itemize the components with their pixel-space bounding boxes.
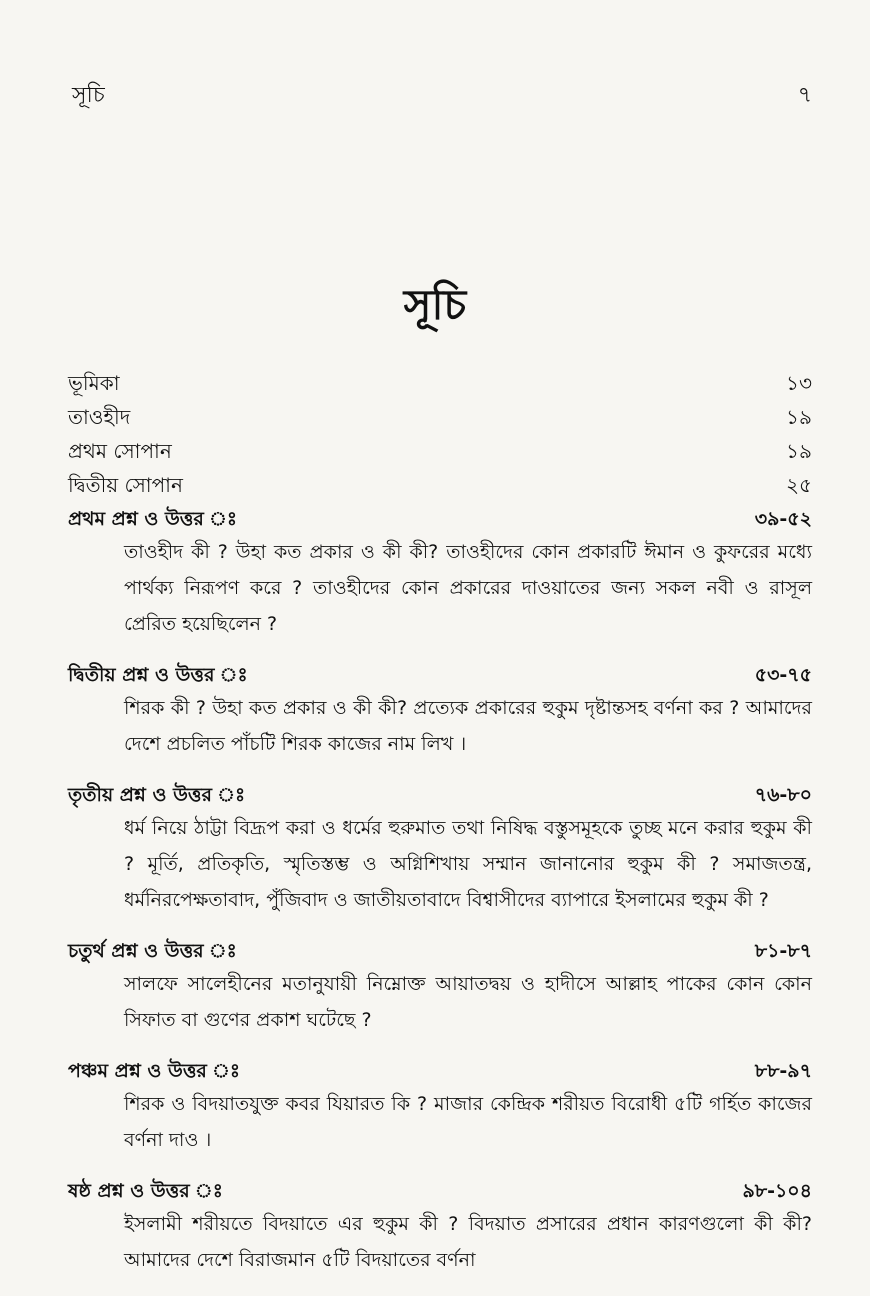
page-title: সূচি <box>403 280 467 329</box>
section-pages: ৩৯-৫২ <box>754 508 812 530</box>
intro-entries <box>68 366 812 502</box>
section-pages: ৯৮-১০৪ <box>742 1180 812 1202</box>
section-description: ইসলামী শরীয়তে বিদয়াতে এর হুকুম কী ? বিদয়াত প্রসারের প্রধান কারণগুলো কী কী? আমাদের দেশে বিরাজমান ৫টি বিদয়াতের বর্ণনা <box>124 1213 812 1271</box>
section-description: শিরক কী ? উহা কত প্রকার ও কী কী? প্রত্যেক প্রকারের হুকুম দৃষ্টান্তসহ বর্ণনা কর ? আমাদের দেশে প্রচলিত পাঁচটি শিরক কাজের নাম লিখ । <box>124 697 812 755</box>
toc-section <box>68 780 812 918</box>
section-header <box>68 936 812 966</box>
section-heading: তৃতীয় প্রশ্ন ও উত্তর ঃ <box>68 784 246 806</box>
toc-entry-label: দ্বিতীয় সোপান <box>68 473 183 497</box>
section-heading: ষষ্ঠ প্রশ্ন ও উত্তর ঃ <box>68 1180 223 1202</box>
section-header <box>68 1176 812 1206</box>
section-header <box>68 660 812 690</box>
toc-entry-label: প্রথম সোপান <box>68 439 172 463</box>
section-heading: দ্বিতীয় প্রশ্ন ও উত্তর ঃ <box>68 664 248 686</box>
toc-entry <box>68 434 812 468</box>
toc-entry-page: ১৯ <box>786 405 812 429</box>
section-header <box>68 504 812 534</box>
toc-entry-label: তাওহীদ <box>68 405 131 429</box>
toc-section <box>68 936 812 1038</box>
toc-section <box>68 504 812 642</box>
section-pages: ৮৮-৯৭ <box>754 1060 812 1082</box>
toc-entry <box>68 366 812 400</box>
toc-entry-page: ১৩ <box>786 371 812 395</box>
running-head-title: সূচি <box>72 83 105 108</box>
page-number: ৭ <box>797 83 812 108</box>
toc-entry <box>68 400 812 434</box>
section-description: শিরক ও বিদয়াতযুক্ত কবর যিয়ারত কি ? মাজার কেন্দ্রিক শরীয়ত বিরোধী ৫টি গর্হিত কাজের বর্ণনা দাও । <box>124 1093 812 1151</box>
section-header <box>68 1056 812 1086</box>
toc-entry-page: ২৫ <box>786 473 812 497</box>
toc-section <box>68 1056 812 1158</box>
toc-section <box>68 660 812 762</box>
section-description: ধর্ম নিয়ে ঠাট্টা বিদ্রূপ করা ও ধর্মের হুরুমাত তথা নিষিদ্ধ বস্তুসমূহকে তুচ্ছ মনে করার হুকুম কী ? মূর্তি, প্রতিকৃতি, স্মৃতিস্তম্ভ ও অগ্নিশিখায় সম্মান জানানোর হুকুম কী ? সমাজতন্ত্র, ধর্মনিরপেক্ষতাবাদ, পুঁজিবাদ ও জাতীয়তাবাদে বিশ্বাসীদের ব্যাপারে ইসলামের হুকুম কী ? <box>124 817 812 911</box>
section-pages: ৫৩-৭৫ <box>754 664 812 686</box>
running-head <box>72 78 812 115</box>
section-description: সালফে সালেহীনের মতানুযায়ী নিম্নোক্ত আয়াতদ্বয় ও হাদীসে আল্লাহ পাকের কোন কোন সিফাত বা গুণের প্রকাশ ঘটেছে ? <box>124 973 812 1031</box>
toc-entry <box>68 468 812 502</box>
section-heading: চতুর্থ প্রশ্ন ও উত্তর ঃ <box>68 940 237 962</box>
toc-section <box>68 1176 812 1278</box>
section-heading: প্রথম প্রশ্ন ও উত্তর ঃ <box>68 508 238 530</box>
section-pages: ৮১-৮৭ <box>754 940 812 962</box>
section-pages: ৭৬-৮০ <box>754 784 812 806</box>
toc-entry-label: ভূমিকা <box>68 371 120 395</box>
section-heading: পঞ্চম প্রশ্ন ও উত্তর ঃ <box>68 1060 241 1082</box>
section-header <box>68 780 812 810</box>
toc-entry-page: ১৯ <box>786 439 812 463</box>
section-description: তাওহীদ কী ? উহা কত প্রকার ও কী কী? তাওহীদের কোন প্রকারটি ঈমান ও কুফরের মধ্যে পার্থক্য নিরূপণ করে ? তাওহীদের কোন প্রকারের দাওয়াতের জন্য সকল নবী ও রাসূল প্রেরিত হয়েছিলেন ? <box>124 541 812 635</box>
toc-sections <box>68 504 812 1296</box>
